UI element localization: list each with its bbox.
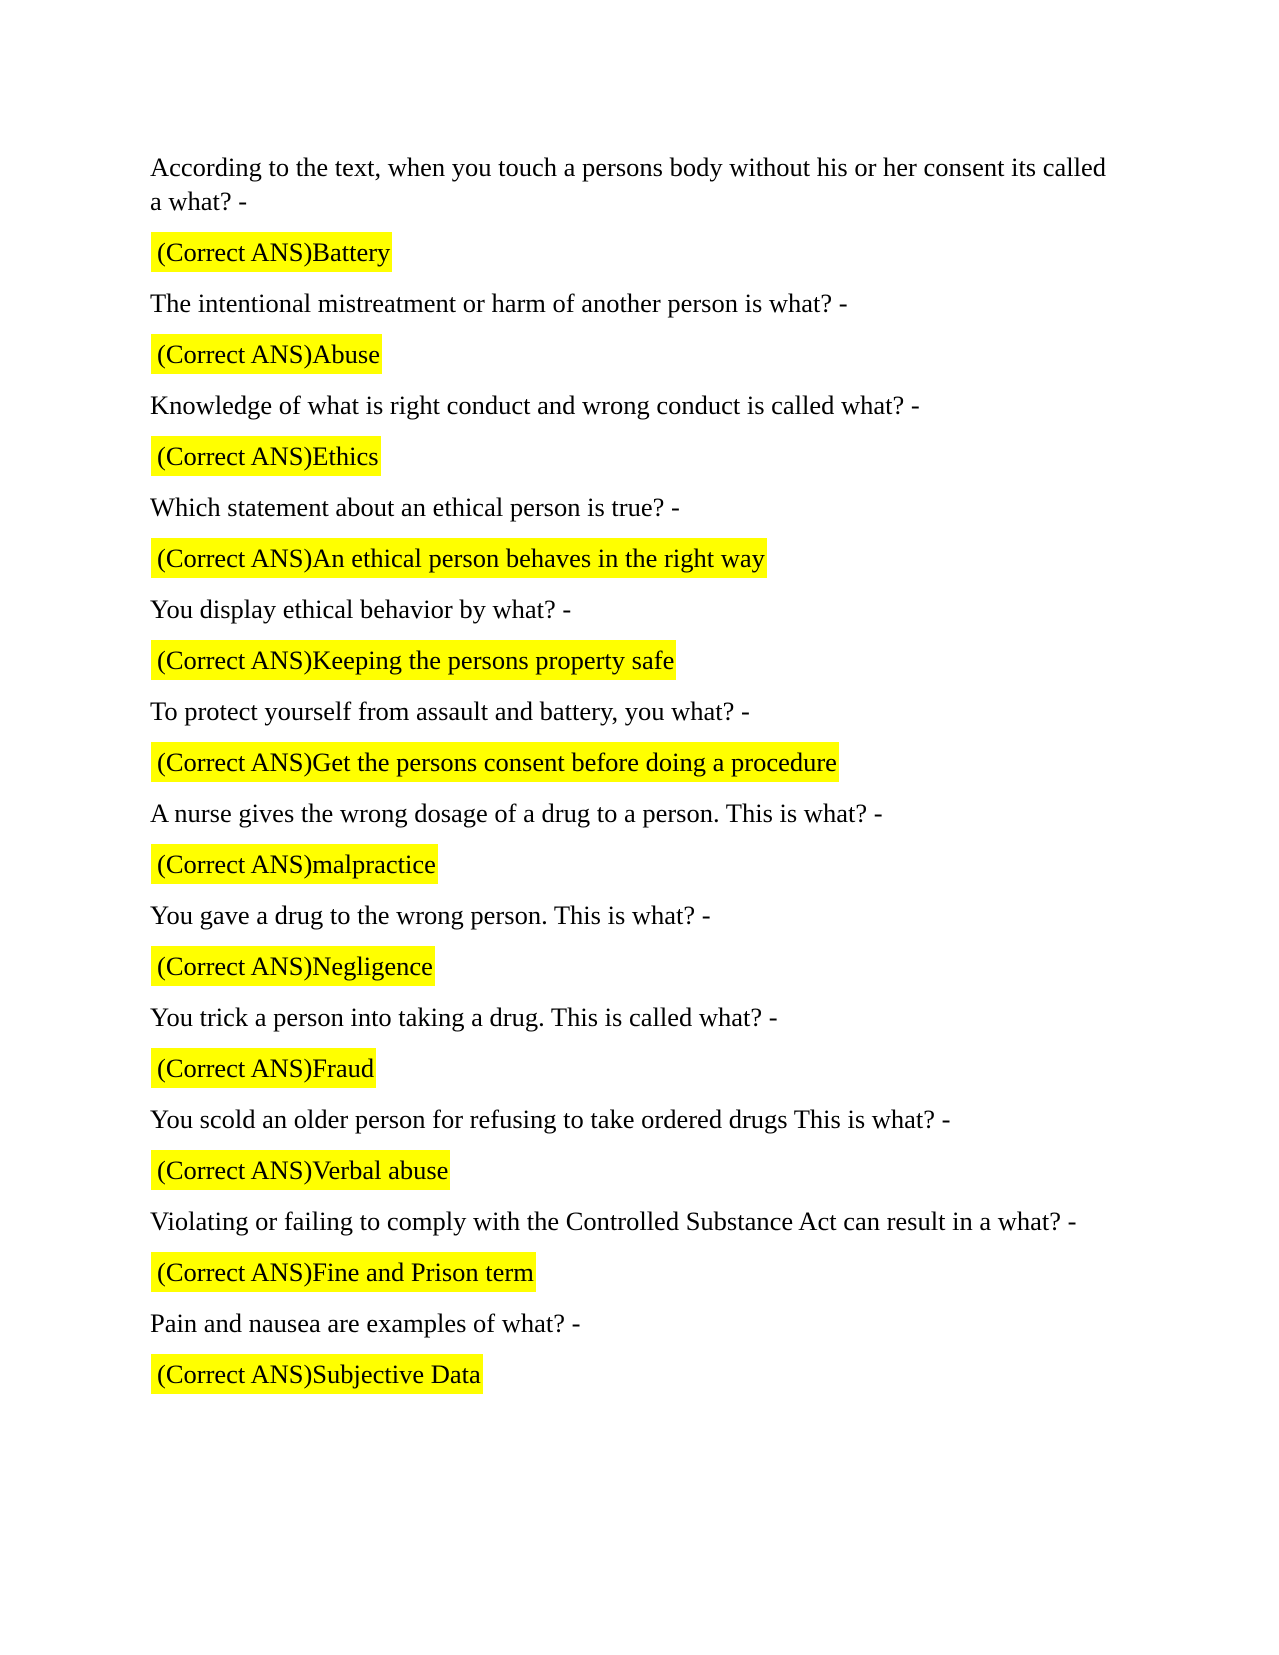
answer-line [150, 946, 1110, 986]
question-text: You scold an older person for refusing to take ordered drugs This is what? - [150, 1104, 951, 1134]
answer-line [150, 232, 1110, 272]
question-text: To protect yourself from assault and battery, you what? - [150, 696, 750, 726]
question-text: You trick a person into taking a drug. This is called what? - [150, 1002, 778, 1032]
answer-highlight: (Correct ANS)An ethical person behaves in the right way [151, 538, 767, 578]
qa-item [150, 592, 1110, 680]
qa-item [150, 1102, 1110, 1190]
answer-highlight: (Correct ANS)Keeping the persons property safe [151, 640, 676, 680]
answer-highlight: (Correct ANS)Fraud [151, 1048, 376, 1088]
question-text: According to the text, when you touch a persons body without his or her consent its called a what? - [150, 152, 1107, 216]
answer-highlight: (Correct ANS)Negligence [151, 946, 435, 986]
qa-item [150, 1306, 1110, 1394]
answer-line [150, 538, 1110, 578]
qa-item [150, 388, 1110, 476]
qa-item [150, 1000, 1110, 1088]
qa-item [150, 898, 1110, 986]
answer-highlight: (Correct ANS)Battery [151, 232, 392, 272]
question-text: Which statement about an ethical person is true? - [150, 492, 680, 522]
question-text: The intentional mistreatment or harm of another person is what? - [150, 288, 848, 318]
answer-highlight: (Correct ANS)Verbal abuse [151, 1150, 450, 1190]
question-text: You display ethical behavior by what? - [150, 594, 572, 624]
question-text: You gave a drug to the wrong person. This is what? - [150, 900, 711, 930]
qa-item [150, 694, 1110, 782]
question-text: Knowledge of what is right conduct and wrong conduct is called what? - [150, 390, 920, 420]
answer-highlight: (Correct ANS)Abuse [151, 334, 382, 374]
question-text: Pain and nausea are examples of what? - [150, 1308, 581, 1338]
answer-highlight: (Correct ANS)Get the persons consent before doing a procedure [151, 742, 839, 782]
answer-highlight: (Correct ANS)Fine and Prison term [151, 1252, 536, 1292]
answer-highlight: (Correct ANS)malpractice [151, 844, 438, 884]
answer-highlight: (Correct ANS)Subjective Data [151, 1354, 483, 1394]
question-text: A nurse gives the wrong dosage of a drug to a person. This is what? - [150, 798, 883, 828]
answer-line [150, 742, 1110, 782]
answer-line [150, 1252, 1110, 1292]
answer-line [150, 334, 1110, 374]
answer-highlight: (Correct ANS)Ethics [151, 436, 381, 476]
qa-item [150, 1204, 1110, 1292]
question-text: Violating or failing to comply with the Controlled Substance Act can result in a what? - [150, 1206, 1077, 1236]
answer-line [150, 1150, 1110, 1190]
qa-item [150, 796, 1110, 884]
qa-item [150, 490, 1110, 578]
answer-line [150, 436, 1110, 476]
answer-line [150, 1354, 1110, 1394]
qa-item [150, 150, 1110, 272]
answer-line [150, 640, 1110, 680]
qa-list [150, 150, 1110, 1408]
answer-line [150, 1048, 1110, 1088]
qa-item [150, 286, 1110, 374]
answer-line [150, 844, 1110, 884]
